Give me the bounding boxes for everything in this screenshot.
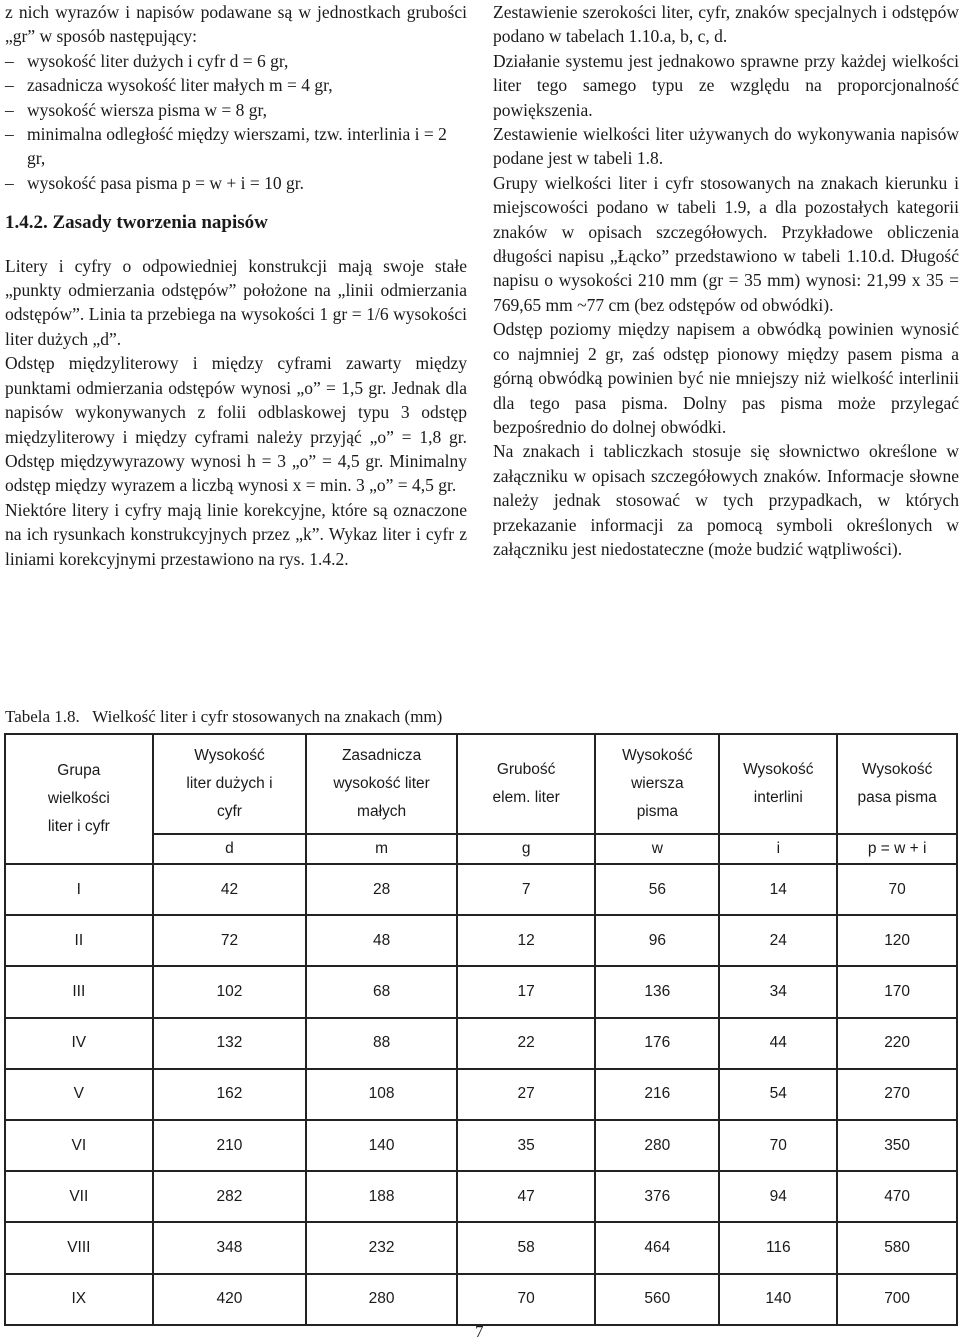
- table-cell: 72: [153, 915, 307, 966]
- table-cell: 420: [153, 1274, 307, 1325]
- table-cell: VIII: [5, 1222, 153, 1273]
- table-cell: 27: [457, 1069, 596, 1120]
- table-cell: 216: [595, 1069, 719, 1120]
- table-cell: 120: [837, 915, 957, 966]
- header-cell: Wysokość interlini: [719, 734, 837, 834]
- table-cell: 132: [153, 1018, 307, 1069]
- paragraph: Zestawienie wielkości liter używanych do wykonywania napisów podane jest w tabeli 1.8.: [493, 124, 959, 169]
- table-cell: 28: [306, 864, 457, 915]
- table-cell: 116: [719, 1222, 837, 1273]
- table-cell: 270: [837, 1069, 957, 1120]
- list-item: – wysokość wiersza pisma w = 8 gr,: [5, 98, 467, 122]
- table-cell: 188: [306, 1171, 457, 1222]
- table-cell: VI: [5, 1120, 153, 1171]
- table-row: [5, 966, 957, 1017]
- table-cell: 140: [719, 1274, 837, 1325]
- table-cell: 42: [153, 864, 307, 915]
- table-cell: 348: [153, 1222, 307, 1273]
- page-number: 7: [475, 1322, 484, 1341]
- table-cell: IV: [5, 1018, 153, 1069]
- header-cell: Wysokość liter dużych i cyfr: [153, 734, 307, 834]
- list-item: – wysokość pasa pisma p = w + i = 10 gr.: [5, 171, 467, 195]
- table-cell: 70: [719, 1120, 837, 1171]
- paragraph: Grupy wielkości liter i cyfr stosowanych na znakach kierunku i miejscowości podano w tabeli 1.9, a dla pozostałych kategorii znaków w opisach szczegółowych. Przykładowe obliczenia długości napisu „Łącko” przedstawiono w tabeli 1.10.d. Długość napisu o wysokości 210 mm (gr = 35 mm) wynosi: 21,99 x 35 = 769,65 mm ~77 cm (bez odstępów od obwódki).: [493, 172, 959, 315]
- header-cell: Grubość elem. liter: [457, 734, 596, 834]
- table-cell: 70: [837, 864, 957, 915]
- table-cell: 176: [595, 1018, 719, 1069]
- table-row: [5, 915, 957, 966]
- table-cell: 140: [306, 1120, 457, 1171]
- symbol-cell: m: [306, 834, 457, 864]
- intro-paragraph: z nich wyrazów i napisów podawane są w jednostkach grubości „gr” w sposób następujący:: [5, 2, 467, 47]
- table-cell: 376: [595, 1171, 719, 1222]
- table-cell: IX: [5, 1274, 153, 1325]
- right-column: [493, 0, 959, 561]
- table-cell: I: [5, 864, 153, 915]
- list-item: – wysokość liter dużych i cyfr d = 6 gr,: [5, 49, 467, 73]
- symbol-cell: w: [595, 834, 719, 864]
- paragraph: Litery i cyfry o odpowiedniej konstrukcji mają swoje stałe „punkty odmierzania odstępów” położone na „linii odmierzania odstępów”. Linia ta przebiega na wysokości 1 gr = 1/6 wysokości liter dużych „d”.: [5, 255, 467, 349]
- paragraph: Niektóre litery i cyfry mają linie korekcyjne, które są oznaczone na ich rysunkach konstrukcyjnych przez „k”. Wykaz liter i cyfr z liniami korekcyjnymi przestawiono na rys. 1.4.2.: [5, 499, 467, 569]
- paragraph: Odstęp międzyliterowy i między cyframi zawarty między punktami odmierzania odstępów wynosi „o” = 1,5 gr. Jednak dla napisów wykonywanych z folii odblaskowej typu 3 odstęp międzyliterowy i między cyframi należy przyjąć „o” = 1,8 gr. Odstęp międzywyrazowy wynosi h = 3 „o” = 4,5 gr. Minimalny odstęp między wyrazem a liczbą wynosi x = min. 3 „o” = 4,5 gr.: [5, 353, 467, 496]
- table-cell: 14: [719, 864, 837, 915]
- table-row: [5, 1171, 957, 1222]
- paragraph: Na znakach i tabliczkach stosuje się słownictwo określone w załączniku w opisach szczegółowych znaków. Informacje słowne należy jednak stosować w tych przypadkach, w których przekazanie informacji za pomocą symboli określonych w załączniku jest niedostateczne (może budzić wątpliwości).: [493, 441, 959, 559]
- header-cell: Wysokość pasa pisma: [837, 734, 957, 834]
- left-column: [5, 0, 467, 571]
- table-cell: 282: [153, 1171, 307, 1222]
- table-row: [5, 1222, 957, 1273]
- header-cell: Wysokość wiersza pisma: [595, 734, 719, 834]
- table-cell: 35: [457, 1120, 596, 1171]
- table-cell: 580: [837, 1222, 957, 1273]
- table-caption: Tabela 1.8. Wielkość liter i cyfr stosowanych na znakach (mm): [5, 707, 443, 726]
- table-cell: 210: [153, 1120, 307, 1171]
- table-cell: 102: [153, 966, 307, 1017]
- size-definitions-list: [5, 49, 467, 195]
- paragraph: Zestawienie szerokości liter, cyfr, znaków specjalnych i odstępów podano w tabelach 1.10.a, b, c, d.: [493, 2, 959, 47]
- symbol-cell: p = w + i: [837, 834, 957, 864]
- table-cell: 70: [457, 1274, 596, 1325]
- table-cell: 47: [457, 1171, 596, 1222]
- table-cell: 68: [306, 966, 457, 1017]
- table-cell: 48: [306, 915, 457, 966]
- table-cell: 136: [595, 966, 719, 1017]
- list-item: – zasadnicza wysokość liter małych m = 4 gr,: [5, 73, 467, 97]
- table-cell: 17: [457, 966, 596, 1017]
- table-cell: 88: [306, 1018, 457, 1069]
- header-cell: Zasadnicza wysokość liter małych: [306, 734, 457, 834]
- table-cell: 220: [837, 1018, 957, 1069]
- table-row: [5, 864, 957, 915]
- paragraph: Działanie systemu jest jednakowo sprawne przy każdej wielkości liter tego samego typu ze względu na proporcjonalność powiększenia.: [493, 50, 959, 120]
- table-cell: 22: [457, 1018, 596, 1069]
- table-cell: 24: [719, 915, 837, 966]
- table-cell: 54: [719, 1069, 837, 1120]
- table-cell: 12: [457, 915, 596, 966]
- table-cell: 350: [837, 1120, 957, 1171]
- section-heading: 1.4.2. Zasady tworzenia napisów: [5, 212, 268, 234]
- symbol-cell: d: [153, 834, 307, 864]
- table-cell: 94: [719, 1171, 837, 1222]
- table-cell: 280: [595, 1120, 719, 1171]
- table-cell: 170: [837, 966, 957, 1017]
- table-cell: 58: [457, 1222, 596, 1273]
- table-cell: VII: [5, 1171, 153, 1222]
- table-cell: 560: [595, 1274, 719, 1325]
- table-cell: 56: [595, 864, 719, 915]
- table-row: [5, 1018, 957, 1069]
- table-cell: 700: [837, 1274, 957, 1325]
- table-cell: 34: [719, 966, 837, 1017]
- symbol-cell: i: [719, 834, 837, 864]
- table-cell: III: [5, 966, 153, 1017]
- table-cell: 232: [306, 1222, 457, 1273]
- table-row: [5, 1274, 957, 1325]
- symbol-cell: g: [457, 834, 596, 864]
- header-group: Grupa wielkości liter i cyfr: [5, 734, 153, 864]
- table-cell: 470: [837, 1171, 957, 1222]
- table-cell: V: [5, 1069, 153, 1120]
- table-cell: II: [5, 915, 153, 966]
- table-cell: 280: [306, 1274, 457, 1325]
- table-cell: 108: [306, 1069, 457, 1120]
- paragraph: Odstęp poziomy między napisem a obwódką powinien wynosić co najmniej 2 gr, zaś odstęp pionowy między pasem pisma a górną obwódką powinien być nie mniejszy niż wielkość interlinii dla tego pasa pisma. Dolny pas pisma może przylegać bezpośrednio do dolnej obwódki.: [493, 319, 959, 437]
- table-row: [5, 1120, 957, 1171]
- table-row: [5, 1069, 957, 1120]
- list-item: – minimalna odległość między wierszami, tzw. interlinia i = 2 gr,: [5, 122, 467, 171]
- table-cell: 44: [719, 1018, 837, 1069]
- table-cell: 162: [153, 1069, 307, 1120]
- table-cell: 96: [595, 915, 719, 966]
- table-cell: 7: [457, 864, 596, 915]
- table-cell: 464: [595, 1222, 719, 1273]
- letter-size-table: [4, 733, 958, 1326]
